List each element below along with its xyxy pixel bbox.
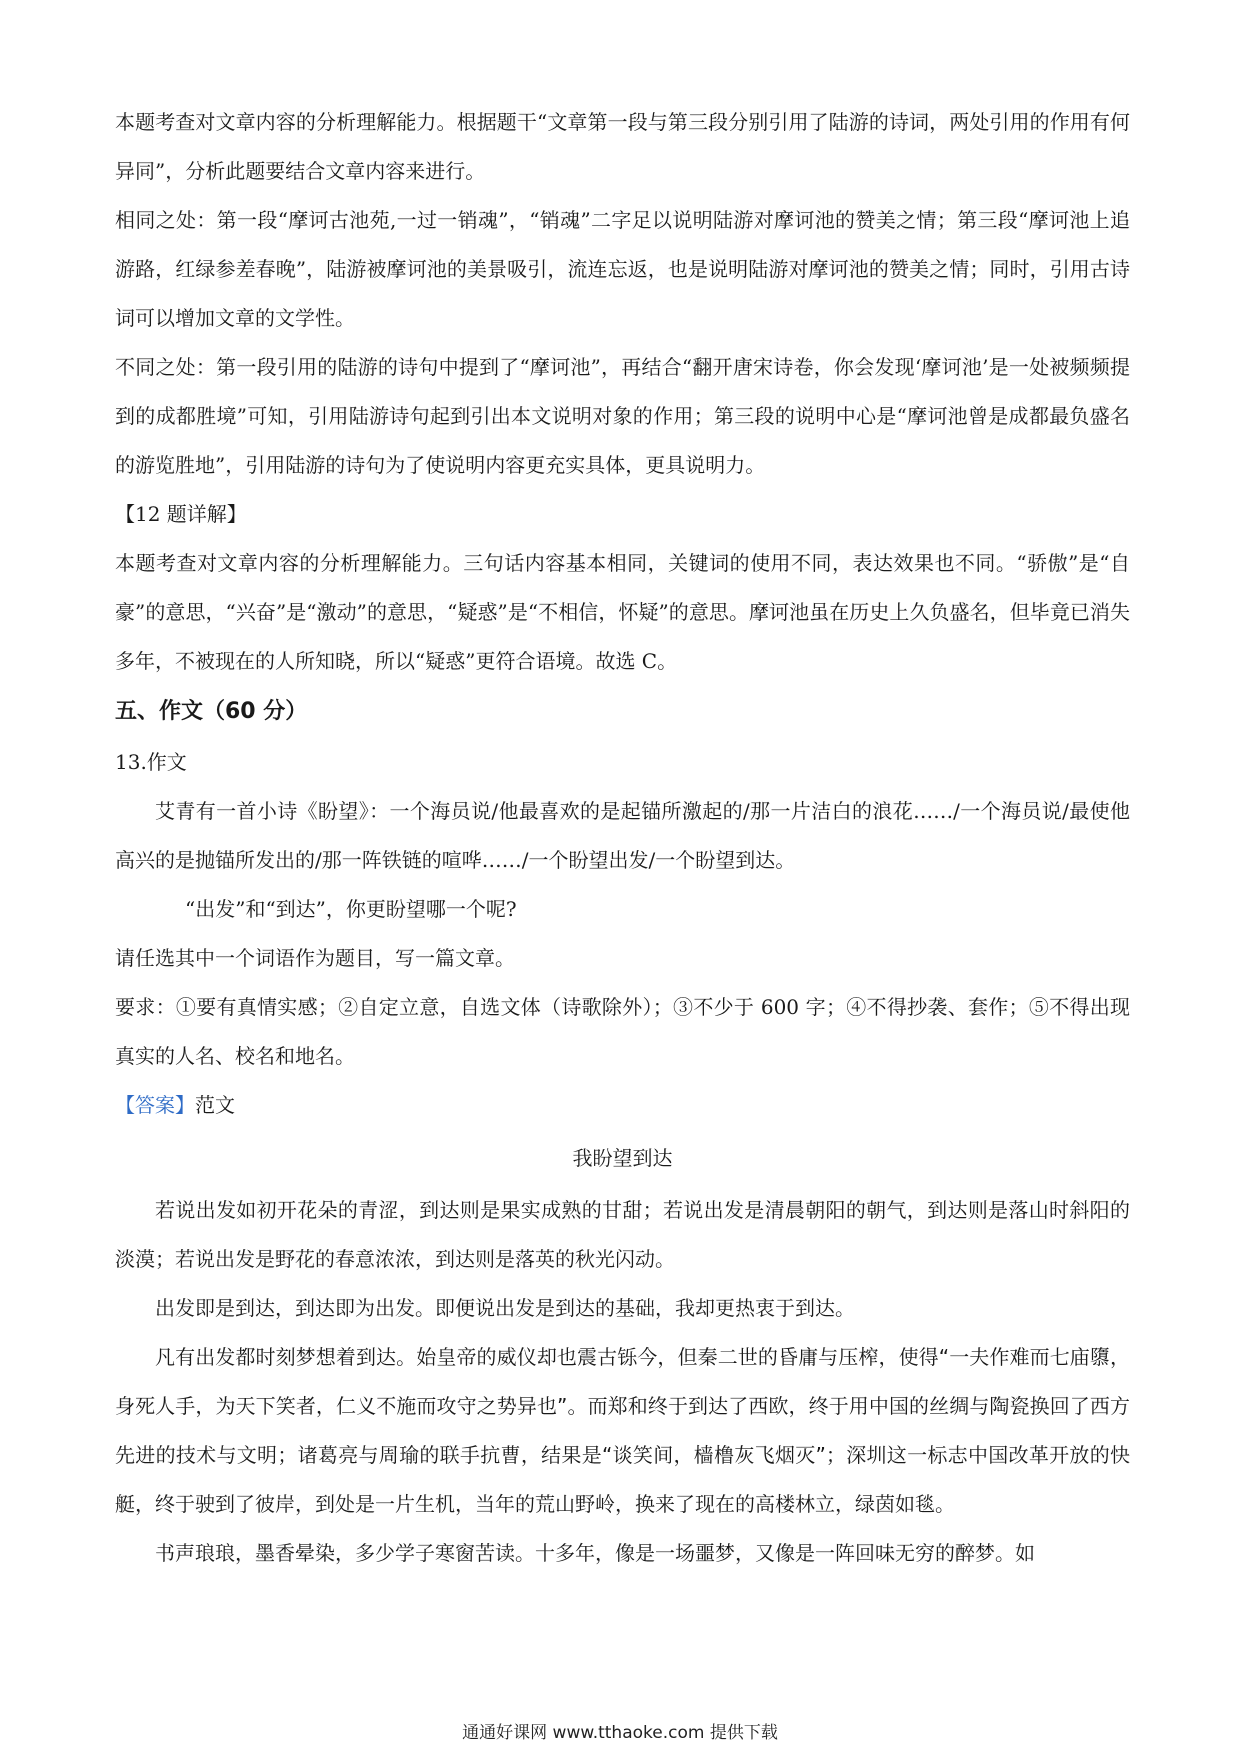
- page-footer: 通通好课网 www.tthaoke.com 提供下载: [462, 1723, 778, 1743]
- essay-prompt-poem: 艾青有一首小诗《盼望》：一个海员说/他最喜欢的是起锚所激起的/那一片洁白的浪花……/一个海员说/最使他高兴的是抛锚所发出的/那一阵铁链的喧哗……/一个盼望出发/一个盼望到达。: [115, 799, 1130, 872]
- question-13-label: 13.作文: [115, 750, 187, 774]
- answer-line: [115, 1081, 1130, 1130]
- essay-requirements: 要求：①要有真情实感；②自定立意，自选文体（诗歌除外）；③不少于 600 字；④不得抄袭、套作；⑤不得出现真实的人名、校名和地名。: [115, 995, 1130, 1068]
- question-12-label: 【12 题详解】: [115, 502, 247, 526]
- page-content: [115, 98, 1130, 1578]
- analysis-paragraph-differences: 不同之处：第一段引用的陆游的诗句中提到了“摩诃池”，再结合“翻开唐宋诗卷，你会发现‘摩诃池’是一处被频频提到的成都胜境”可知，引用陆游诗句起到引出本文说明对象的作用；第三段的说明中心是“摩诃池曾是成都最负盛名的游览胜地”，引用陆游的诗句为了使说明内容更充实具体，更具说明力。: [115, 355, 1130, 477]
- essay-paragraph-1: 若说出发如初开花朵的青涩，到达则是果实成熟的甘甜；若说出发是清晨朝阳的朝气，到达则是落山时斜阳的淡漠；若说出发是野花的春意浓浓，到达则是落英的秋光闪动。: [115, 1198, 1130, 1271]
- answer-label: 范文: [195, 1093, 235, 1117]
- section-heading: 五、作文（60 分）: [115, 699, 308, 724]
- essay-prompt-question: “出发”和“到达”，你更盼望哪一个呢?: [185, 897, 517, 921]
- essay-paragraph-4: 书声琅琅，墨香晕染，多少学子寒窗苦读。十多年，像是一场噩梦，又像是一阵回味无穷的醉梦。如: [155, 1541, 1035, 1565]
- essay-prompt-instruction: 请任选其中一个词语作为题目，写一篇文章。: [115, 946, 515, 970]
- analysis-paragraph-1: 本题考查对文章内容的分析理解能力。根据题干“文章第一段与第三段分别引用了陆游的诗词，两处引用的作用有何异同”，分析此题要结合文章内容来进行。: [115, 110, 1130, 183]
- question-12-analysis: 本题考查对文章内容的分析理解能力。三句话内容基本相同，关键词的使用不同，表达效果也不同。“骄傲”是“自豪”的意思，“兴奋”是“激动”的意思，“疑惑”是“不相信，怀疑”的意思。摩诃池虽在历史上久负盛名，但毕竟已消失多年，不被现在的人所知晓，所以“疑惑”更符合语境。故选 C。: [115, 551, 1130, 673]
- essay-title: 我盼望到达: [572, 1146, 673, 1170]
- answer-tag: 【答案】: [115, 1093, 195, 1117]
- essay-paragraph-3: 凡有出发都时刻梦想着到达。始皇帝的威仪却也震古铄今，但秦二世的昏庸与压榨，使得“一夫作难而七庙隳，身死人手，为天下笑者，仁义不施而攻守之势异也”。而郑和终于到达了西欧，终于用中国的丝绸与陶瓷换回了西方先进的技术与文明；诸葛亮与周瑜的联手抗曹，结果是“谈笑间，樯橹灰飞烟灭”；深圳这一标志中国改革开放的快艇，终于驶到了彼岸，到处是一片生机，当年的荒山野岭，换来了现在的高楼林立，绿茵如毯。: [115, 1345, 1130, 1516]
- essay-paragraph-2: 出发即是到达，到达即为出发。即便说出发是到达的基础，我却更热衷于到达。: [155, 1296, 855, 1320]
- analysis-paragraph-similarities: 相同之处：第一段“摩诃古池苑,一过一销魂”，“销魂”二字足以说明陆游对摩诃池的赞美之情；第三段“摩诃池上追游路，红绿参差春晚”，陆游被摩诃池的美景吸引，流连忘返，也是说明陆游对摩诃池的赞美之情；同时，引用古诗词可以增加文章的文学性。: [115, 208, 1130, 330]
